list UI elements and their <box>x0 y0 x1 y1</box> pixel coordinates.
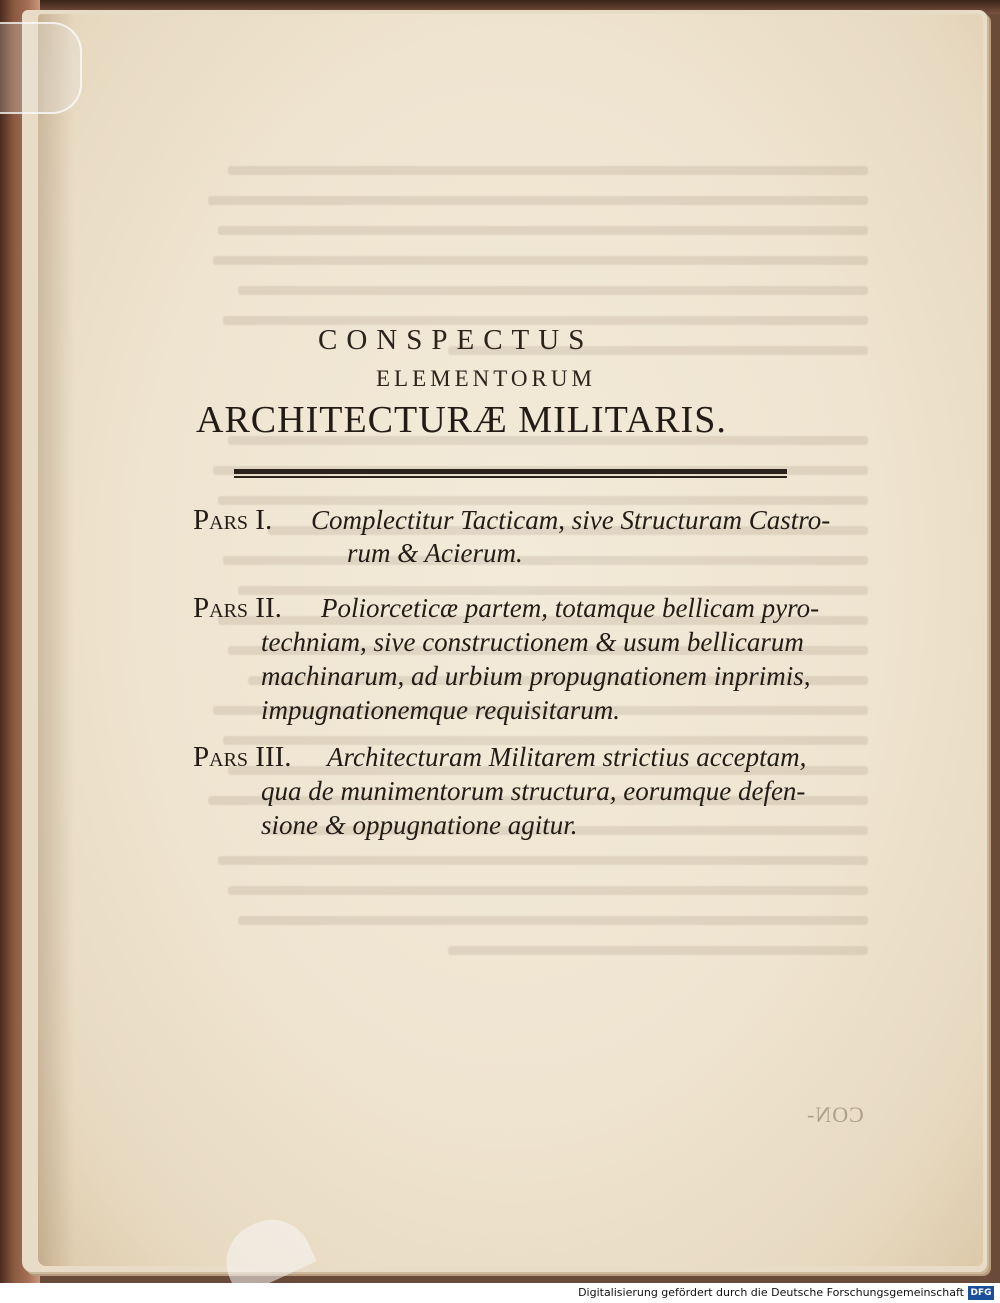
double-rule-divider <box>234 469 787 479</box>
part-text-line: Architecturam Militarem strictius acceptam, <box>327 742 807 772</box>
glass-clip-top <box>0 22 82 114</box>
part-text-line: sione & oppugnatione agitur. <box>261 810 578 840</box>
part-text-line: rum & Acierum. <box>347 538 523 568</box>
dfg-logo-icon: DFG <box>968 1286 994 1300</box>
footer-credit-text: Digitalisierung gefördert durch die Deutsche Forschungsgemeinschaft <box>578 1286 964 1299</box>
part-label: Pars II. <box>193 592 282 624</box>
part-text-line: machinarum, ad urbium propugnationem inprimis, <box>261 661 811 691</box>
paper-page <box>38 14 983 1266</box>
title-line-elementorum: ELEMENTORUM <box>376 366 596 391</box>
part-text-line: Complectitur Tacticam, sive Structuram Castro- <box>311 505 831 535</box>
part-text-line: qua de munimentorum structura, eorumque defen- <box>261 776 806 806</box>
digitization-footer <box>0 1283 1000 1303</box>
part-label: Pars I. <box>193 504 273 536</box>
title-line-architecturae-militaris: ARCHITECTURÆ MILITARIS. <box>196 399 727 441</box>
rule-thick-line <box>234 469 787 474</box>
part-label: Pars III. <box>193 741 292 773</box>
part-text-line: impugnationemque requisitarum. <box>261 695 620 725</box>
part-text-line: techniam, sive constructionem & usum bellicarum <box>261 627 804 657</box>
rule-thin-line <box>234 476 787 478</box>
title-line-conspectus: CONSPECTUS <box>318 324 594 356</box>
gutter-shadow <box>38 14 74 1266</box>
catchword-show-through: CON- <box>806 1102 864 1127</box>
part-text-line: Poliorceticæ partem, totamque bellicam pyro- <box>321 593 820 623</box>
